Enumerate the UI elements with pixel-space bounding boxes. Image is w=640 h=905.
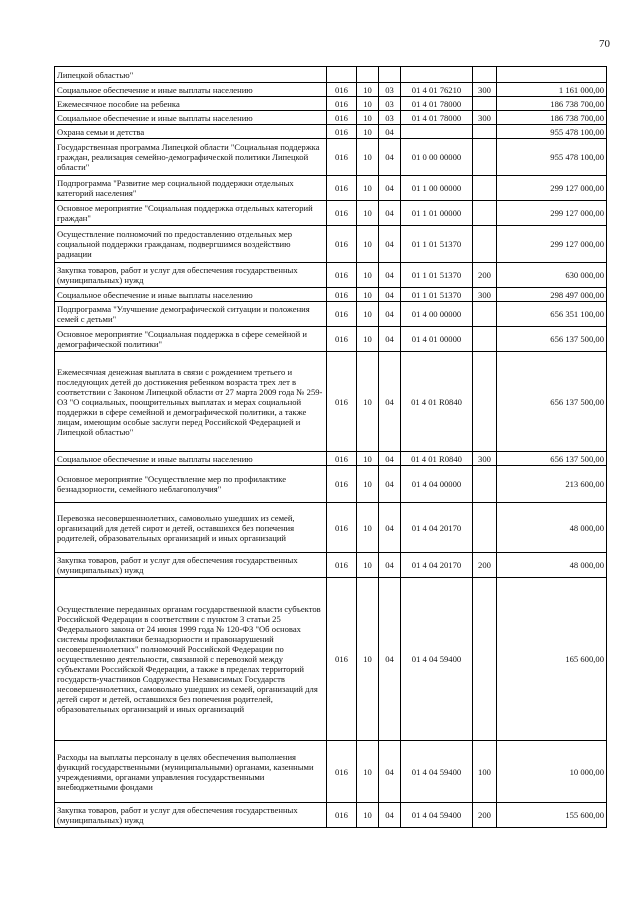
cell-amount: 656 137 500,00	[497, 327, 607, 352]
cell-expense-type	[473, 125, 497, 139]
cell-amount: 186 738 700,00	[497, 97, 607, 111]
cell-name: Социальное обеспечение и иные выплаты населению	[55, 83, 327, 97]
table-row	[55, 452, 607, 466]
cell-amount: 155 600,00	[497, 803, 607, 828]
cell-section: 10	[357, 97, 379, 111]
cell-subsection: 04	[379, 125, 401, 139]
cell-name: Ежемесячное пособие на ребенка	[55, 97, 327, 111]
cell-expense-type	[473, 503, 497, 553]
cell-name: Государственная программа Липецкой области "Социальная поддержка граждан, реализация семейно-демографической политики Липецкой области"	[55, 139, 327, 176]
cell-expense-type	[473, 327, 497, 352]
cell-expense-type: 200	[473, 803, 497, 828]
cell-target-article: 01 1 01 00000	[401, 201, 473, 226]
cell-expense-type: 300	[473, 288, 497, 302]
cell-section: 10	[357, 466, 379, 503]
cell-target-article: 01 4 01 78000	[401, 111, 473, 125]
cell-admin-code: 016	[327, 466, 357, 503]
cell-name: Основное мероприятие "Социальная поддержка в сфере семейной и демографической политики"	[55, 327, 327, 352]
cell-section: 10	[357, 226, 379, 263]
cell-section: 10	[357, 452, 379, 466]
cell-target-article: 01 4 01 R0840	[401, 452, 473, 466]
cell-amount: 955 478 100,00	[497, 139, 607, 176]
cell-amount	[497, 67, 607, 83]
cell-target-article	[401, 67, 473, 83]
cell-subsection: 04	[379, 578, 401, 741]
cell-admin-code: 016	[327, 578, 357, 741]
cell-amount: 298 497 000,00	[497, 288, 607, 302]
cell-subsection: 04	[379, 263, 401, 288]
cell-section: 10	[357, 288, 379, 302]
cell-expense-type	[473, 352, 497, 452]
cell-amount: 48 000,00	[497, 553, 607, 578]
table-row	[55, 67, 607, 83]
cell-target-article: 01 1 01 51370	[401, 288, 473, 302]
cell-expense-type	[473, 302, 497, 327]
table-row	[55, 83, 607, 97]
cell-subsection: 04	[379, 352, 401, 452]
table-row	[55, 125, 607, 139]
table-row	[55, 263, 607, 288]
cell-admin-code: 016	[327, 452, 357, 466]
cell-subsection: 04	[379, 503, 401, 553]
cell-expense-type	[473, 226, 497, 263]
cell-expense-type: 100	[473, 741, 497, 803]
table-row	[55, 327, 607, 352]
cell-admin-code: 016	[327, 352, 357, 452]
cell-expense-type	[473, 176, 497, 201]
table-row	[55, 466, 607, 503]
cell-admin-code: 016	[327, 263, 357, 288]
cell-expense-type	[473, 97, 497, 111]
cell-section: 10	[357, 302, 379, 327]
cell-amount: 1 161 000,00	[497, 83, 607, 97]
cell-target-article: 01 1 01 51370	[401, 263, 473, 288]
cell-name: Социальное обеспечение и иные выплаты населению	[55, 288, 327, 302]
cell-section: 10	[357, 327, 379, 352]
cell-section: 10	[357, 125, 379, 139]
cell-name: Охрана семьи и детства	[55, 125, 327, 139]
cell-target-article	[401, 125, 473, 139]
cell-name: Перевозка несовершеннолетних, самовольно ушедших из семей, организаций для детей сирот и детей, оставшихся без попечения родителей, образовательных организаций и иных организаций	[55, 503, 327, 553]
cell-name: Ежемесячная денежная выплата в связи с рождением третьего и последующих детей до достижения ребенком возраста трех лет в соответствии с Законом Липецкой области от 27 марта 2009 года № 259-ОЗ "О социальных, поощрительных выплатах и мерах социальной поддержки в сфере семейной и демографической политики, а также лицам, имеющим особые заслуги перед Российской Федерацией и Липецкой областью"	[55, 352, 327, 452]
cell-admin-code: 016	[327, 302, 357, 327]
cell-amount: 299 127 000,00	[497, 176, 607, 201]
table-row	[55, 97, 607, 111]
cell-expense-type	[473, 67, 497, 83]
cell-expense-type: 200	[473, 553, 497, 578]
cell-name: Социальное обеспечение и иные выплаты населению	[55, 111, 327, 125]
cell-amount: 656 351 100,00	[497, 302, 607, 327]
cell-name: Подпрограмма "Улучшение демографической ситуации и положения семей с детьми"	[55, 302, 327, 327]
cell-admin-code: 016	[327, 176, 357, 201]
table-row	[55, 226, 607, 263]
cell-admin-code: 016	[327, 327, 357, 352]
cell-subsection: 04	[379, 803, 401, 828]
cell-subsection: 04	[379, 288, 401, 302]
cell-admin-code: 016	[327, 553, 357, 578]
table-row	[55, 578, 607, 741]
cell-target-article: 01 4 04 59400	[401, 803, 473, 828]
cell-amount: 955 478 100,00	[497, 125, 607, 139]
cell-expense-type: 200	[473, 263, 497, 288]
cell-amount: 213 600,00	[497, 466, 607, 503]
table-row	[55, 302, 607, 327]
cell-section: 10	[357, 139, 379, 176]
cell-name: Осуществление переданных органам государственной власти субъектов Российской Федерации в соответствии с пунктом 3 статьи 25 Федерального закона от 24 июня 1999 года № 120-ФЗ "Об основах системы профилактики безнадзорности и правонарушений несовершеннолетних" полномочий Российской Федерации по осуществлению деятельности, связанной с перевозкой между субъектами Российской Федерации, а также в пределах территорий государств-участников Содружества Независимых Государств несовершеннолетних, самовольно ушедших из семей, организаций для детей сирот и детей, оставшихся без попечения родителей, образовательных организаций и иных организаций	[55, 578, 327, 741]
cell-section: 10	[357, 741, 379, 803]
cell-section: 10	[357, 111, 379, 125]
table-row	[55, 201, 607, 226]
cell-name: Социальное обеспечение и иные выплаты населению	[55, 452, 327, 466]
cell-target-article: 01 4 04 59400	[401, 741, 473, 803]
cell-subsection: 04	[379, 302, 401, 327]
cell-admin-code: 016	[327, 111, 357, 125]
cell-section	[357, 67, 379, 83]
cell-admin-code: 016	[327, 288, 357, 302]
table-row	[55, 741, 607, 803]
cell-section: 10	[357, 503, 379, 553]
cell-name: Расходы на выплаты персоналу в целях обеспечения выполнения функций государственными (муниципальными) органами, казенными учреждениями, органами управления государственными внебюджетными фондами	[55, 741, 327, 803]
cell-target-article: 01 4 01 R0840	[401, 352, 473, 452]
cell-name: Основное мероприятие "Социальная поддержка отдельных категорий граждан"	[55, 201, 327, 226]
budget-table-body	[55, 67, 607, 828]
cell-expense-type: 300	[473, 83, 497, 97]
cell-subsection: 03	[379, 111, 401, 125]
cell-target-article: 01 0 00 00000	[401, 139, 473, 176]
cell-amount: 656 137 500,00	[497, 352, 607, 452]
cell-amount: 10 000,00	[497, 741, 607, 803]
cell-subsection: 04	[379, 741, 401, 803]
cell-target-article: 01 4 04 00000	[401, 466, 473, 503]
cell-target-article: 01 4 01 76210	[401, 83, 473, 97]
cell-amount: 165 600,00	[497, 578, 607, 741]
cell-target-article: 01 4 01 00000	[401, 327, 473, 352]
cell-expense-type: 300	[473, 111, 497, 125]
cell-amount: 299 127 000,00	[497, 226, 607, 263]
cell-amount: 630 000,00	[497, 263, 607, 288]
cell-subsection: 04	[379, 553, 401, 578]
cell-section: 10	[357, 201, 379, 226]
cell-target-article: 01 4 00 00000	[401, 302, 473, 327]
cell-admin-code: 016	[327, 503, 357, 553]
cell-expense-type	[473, 578, 497, 741]
cell-subsection: 03	[379, 83, 401, 97]
cell-admin-code: 016	[327, 139, 357, 176]
cell-section: 10	[357, 176, 379, 201]
cell-expense-type: 300	[473, 452, 497, 466]
cell-subsection: 04	[379, 176, 401, 201]
cell-name: Осуществление полномочий по предоставлению отдельных мер социальной поддержки гражданам, подвергшимся воздействию радиации	[55, 226, 327, 263]
table-row	[55, 503, 607, 553]
cell-section: 10	[357, 803, 379, 828]
cell-admin-code: 016	[327, 97, 357, 111]
cell-target-article: 01 4 04 20170	[401, 553, 473, 578]
cell-name: Подпрограмма "Развитие мер социальной поддержки отдельных категорий населения"	[55, 176, 327, 201]
cell-expense-type	[473, 201, 497, 226]
budget-table	[54, 66, 607, 828]
table-row	[55, 803, 607, 828]
cell-admin-code: 016	[327, 83, 357, 97]
cell-name: Основное мероприятие "Осуществление мер по профилактике безнадзорности, семейного неблагополучия"	[55, 466, 327, 503]
cell-target-article: 01 1 00 00000	[401, 176, 473, 201]
cell-subsection: 04	[379, 201, 401, 226]
cell-subsection	[379, 67, 401, 83]
cell-section: 10	[357, 553, 379, 578]
cell-name: Липецкой областью"	[55, 67, 327, 83]
cell-target-article: 01 4 04 20170	[401, 503, 473, 553]
table-row	[55, 288, 607, 302]
cell-admin-code: 016	[327, 125, 357, 139]
cell-amount: 48 000,00	[497, 503, 607, 553]
cell-name: Закупка товаров, работ и услуг для обеспечения государственных (муниципальных) нужд	[55, 553, 327, 578]
table-row	[55, 176, 607, 201]
cell-section: 10	[357, 263, 379, 288]
cell-admin-code	[327, 67, 357, 83]
table-row	[55, 352, 607, 452]
cell-admin-code: 016	[327, 226, 357, 263]
table-row	[55, 139, 607, 176]
cell-subsection: 03	[379, 97, 401, 111]
cell-amount: 186 738 700,00	[497, 111, 607, 125]
cell-name: Закупка товаров, работ и услуг для обеспечения государственных (муниципальных) нужд	[55, 263, 327, 288]
cell-admin-code: 016	[327, 741, 357, 803]
cell-expense-type	[473, 139, 497, 176]
cell-target-article: 01 4 01 78000	[401, 97, 473, 111]
cell-subsection: 04	[379, 466, 401, 503]
cell-subsection: 04	[379, 226, 401, 263]
cell-target-article: 01 1 01 51370	[401, 226, 473, 263]
cell-amount: 656 137 500,00	[497, 452, 607, 466]
cell-subsection: 04	[379, 452, 401, 466]
cell-expense-type	[473, 466, 497, 503]
cell-subsection: 04	[379, 139, 401, 176]
cell-name: Закупка товаров, работ и услуг для обеспечения государственных (муниципальных) нужд	[55, 803, 327, 828]
cell-subsection: 04	[379, 327, 401, 352]
cell-admin-code: 016	[327, 803, 357, 828]
cell-admin-code: 016	[327, 201, 357, 226]
cell-section: 10	[357, 83, 379, 97]
table-row	[55, 111, 607, 125]
table-row	[55, 553, 607, 578]
cell-target-article: 01 4 04 59400	[401, 578, 473, 741]
cell-amount: 299 127 000,00	[497, 201, 607, 226]
page-number: 70	[599, 38, 610, 50]
cell-section: 10	[357, 578, 379, 741]
cell-section: 10	[357, 352, 379, 452]
